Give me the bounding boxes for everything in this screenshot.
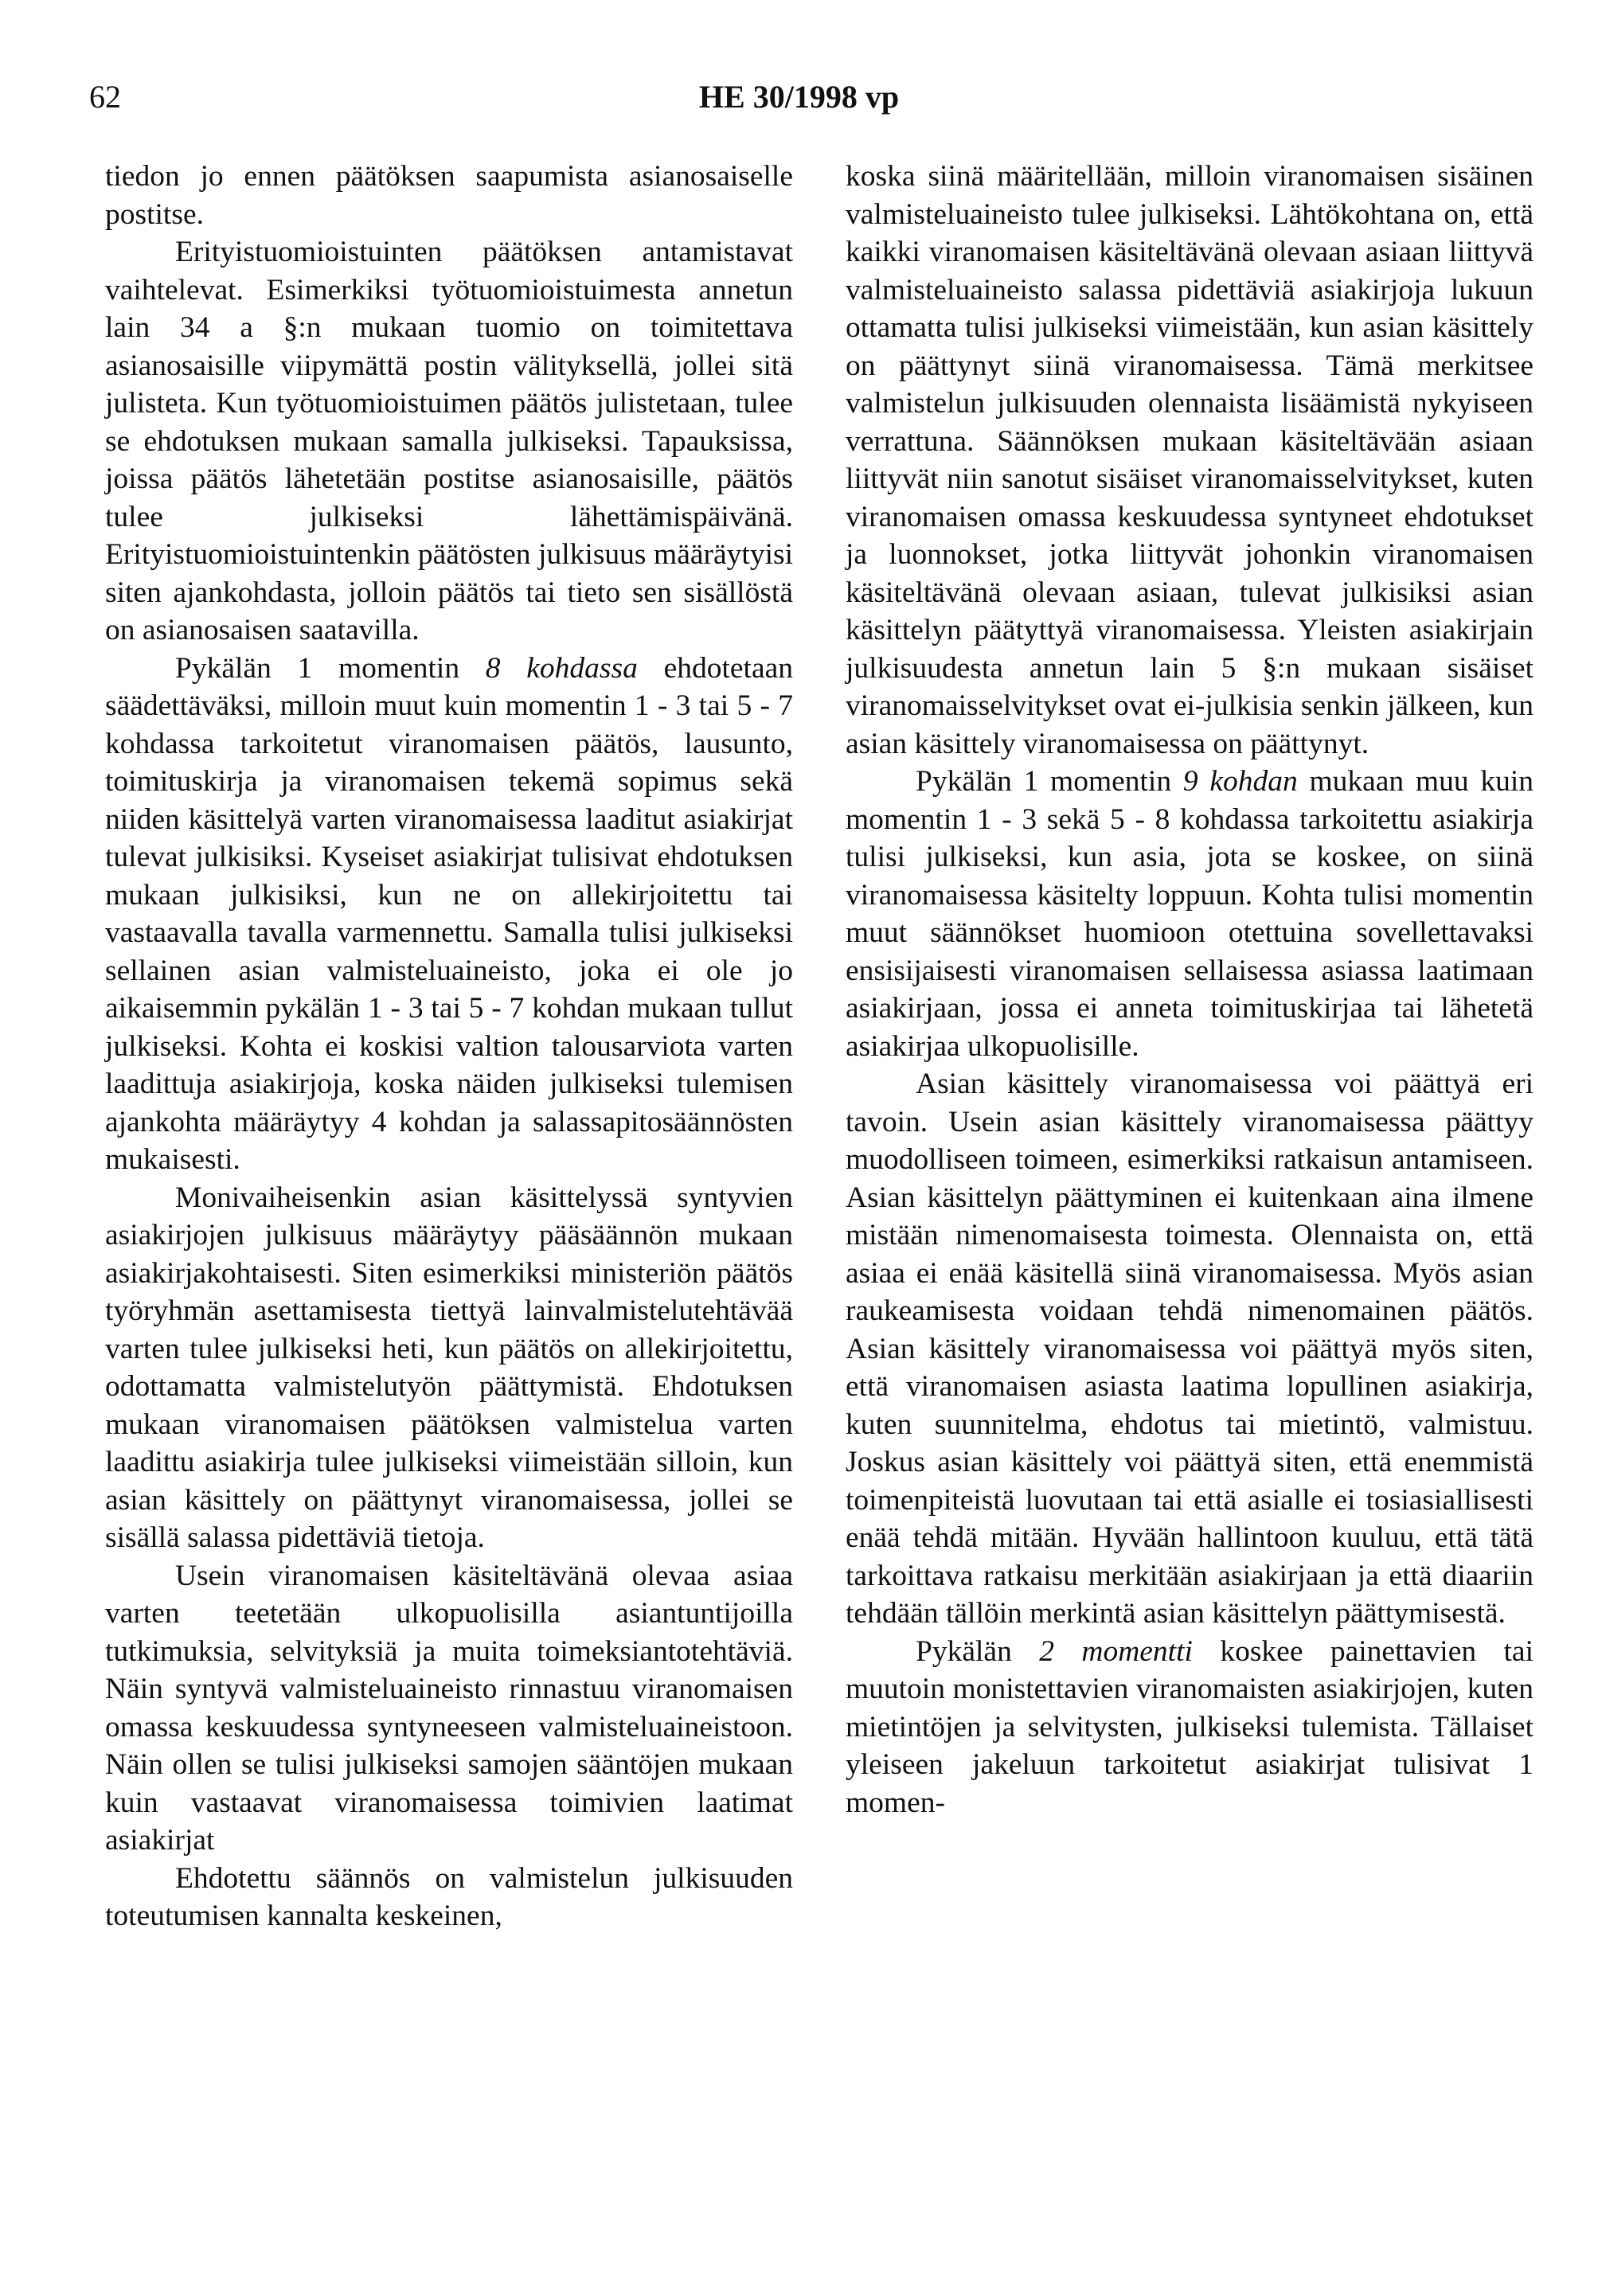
paragraph: Ehdotettu säännös on valmistelun julkisuuden toteutumisen kannalta keskeinen,	[105, 1861, 793, 1932]
page-header	[0, 78, 1598, 126]
italic-term: 2 momentti	[1039, 1634, 1193, 1668]
paragraph: Monivaiheisenkin asian käsittelyssä syntyvien asiakirjojen julkisuus määräytyy pääsäännön mukaan asiakirjakohtaisesti. Siten esimerkiksi ministeriön päätös työryhmän asettamisesta tiettyä lainvalmistelutehtävää varten tulee julkiseksi heti, kun päätös on allekirjoitettu, odottamatta valmistelutyön päättymistä. Ehdotuksen mukaan viranomaisen päätöksen valmistelua varten laadittu asiakirja tulee julkiseksi viimeistään silloin, kun asian käsittely on päättynyt viranomaisessa, jollei se sisällä salassa pidettäviä tietoja.	[105, 1181, 793, 1554]
document-title: HE 30/1998 vp	[698, 79, 900, 115]
italic-term: 8 kohdassa	[485, 651, 638, 685]
paragraph: Erityistuomioistuinten päätöksen antamistavat vaihtelevat. Esimerkiksi työtuomioistuimesta annetun lain 34 a §:n mukaan tuomio on toimitettava asianosaisille viipymättä postin välityksellä, jollei sitä julisteta. Kun työtuomioistuimen päätös julistetaan, tulee se ehdotuksen mukaan samalla julkiseksi. Tapauksissa, joissa päätös lähetetään postitse asianosaisille, päätös tulee julkiseksi lähettämispäivänä. Erityistuomioistuintenkin päätösten julkisuus määräytyisi siten ajankohdasta, jolloin päätös tai tieto sen sisällöstä on asianosaisen saatavilla.	[105, 236, 793, 646]
paragraph: Pykälän 1 momentin 9 kohdan mukaan muu kuin momentin 1 - 3 sekä 5 - 8 kohdassa tarkoitettu asiakirja tulisi julkiseksi, kun asia, jota se koskee, on siinä viranomaisessa käsitelty loppuun. Kohta tulisi momentin muut säännökset huomioon otettuina sovellettavaksi ensisijaisesti viranomaisen sellaisessa asiassa laatimaan asiakirjaan, jossa ei anneta toimituskirjaa tai lähetetä asiakirjaa ulkopuolisille.	[846, 765, 1534, 1063]
left-column	[105, 158, 793, 1935]
right-column	[846, 158, 1534, 1822]
paragraph: Pykälän 1 momentin 8 kohdassa ehdotetaan säädettäväksi, milloin muut kuin momentin 1 - 3 tai 5 - 7 kohdassa tarkoitetut viranomaisen päätös, lausunto, toimituskirja ja viranomaisen tekemä sopimus sekä niiden käsittelyä varten viranomaisessa laaditut asiakirjat tulevat julkisiksi. Kyseiset asiakirjat tulisivat ehdotuksen mukaan julkisiksi, kun ne on allekirjoitettu tai vastaavalla tavalla varmennettu. Samalla tulisi julkiseksi sellainen asian valmisteluaineisto, joka ei ole jo aikaisemmin pykälän 1 - 3 tai 5 - 7 kohdan mukaan tullut julkiseksi. Kohta ei koskisi valtion talousarviota varten laadittuja asiakirjoja, koska näiden julkiseksi tulemisen ajankohta määräytyy 4 kohdan ja salassapitosäännösten mukaisesti.	[105, 651, 793, 1176]
paragraph: Usein viranomaisen käsiteltävänä olevaa asiaa varten teetetään ulkopuolisilla asiantuntijoilla tutkimuksia, selvityksiä ja muita toimeksiantotehtäviä. Näin syntyvä valmisteluaineisto rinnastuu viranomaisen omassa keskuudessa syntyneeseen valmisteluaineistoon. Näin ollen se tulisi julkiseksi samojen sääntöjen mukaan kuin vastaavat viranomaisessa toimivien laatimat asiakirjat	[105, 1559, 793, 1857]
paragraph: Pykälän 2 momentti koskee painettavien tai muutoin monistettavien viranomaisten asiakirjojen, kuten mietintöjen ja selvitysten, julkiseksi tulemista. Tällaiset yleiseen jakeluun tarkoitetut asiakirjat tulisivat 1 momen-	[846, 1634, 1534, 1819]
paragraph: tiedon jo ennen päätöksen saapumista asianosaiselle postitse.	[105, 160, 793, 231]
paragraph: koska siinä määritellään, milloin viranomaisen sisäinen valmisteluaineisto tulee julkiseksi. Lähtökohtana on, että kaikki viranomaisen käsiteltävänä olevaan asiaan liittyvä valmisteluaineisto salassa pidettäviä asiakirjoja lukuun ottamatta tulisi julkiseksi viimeistään, kun asian käsittely on päättynyt siinä viranomaisessa. Tämä merkitsee valmistelun julkisuuden olennaista lisäämistä nykyiseen verrattuna. Säännöksen mukaan käsiteltävään asiaan liittyvät niin sanotut sisäiset viranomaisselvitykset, kuten viranomaisen omassa keskuudessa syntyneet ehdotukset ja luonnokset, jotka liittyvät johonkin viranomaisen käsiteltävänä olevaan asiaan, tulevat julkisiksi asian käsittelyn päätyttyä viranomaisessa. Yleisten asiakirjain julkisuudesta annetun lain 5 §:n mukaan sisäiset viranomaisselvitykset ovat ei-julkisia senkin jälkeen, kun asian käsittely viranomaisessa on päättynyt.	[846, 160, 1534, 760]
page-number: 62	[89, 79, 121, 115]
italic-term: 9 kohdan	[1182, 765, 1298, 798]
paragraph: Asian käsittely viranomaisessa voi päättyä eri tavoin. Usein asian käsittely viranomaisessa päättyy muodolliseen toimeen, esimerkiksi ratkaisun antamiseen. Asian käsittelyn päättyminen ei kuitenkaan aina ilmene mistään nimenomaisesta toimesta. Olennaista on, että asiaa ei enää käsitellä siinä viranomaisessa. Myös asian raukeamisesta voidaan tehdä nimenomainen päätös. Asian käsittely viranomaisessa voi päättyä myös siten, että viranomaisen asiasta laatima lopullinen asiakirja, kuten suunnitelma, ehdotus tai mietintö, valmistuu. Joskus asian käsittely voi päättyä siten, että enemmistä toimenpiteistä luovutaan tai että asialle ei tosiasiallisesti enää tehdä mitään. Hyvään hallintoon kuuluu, että tätä tarkoittava ratkaisu merkitään asiakirjaan ja että diaariin tehdään tällöin merkintä asian käsittelyn päättymisestä.	[846, 1068, 1534, 1630]
